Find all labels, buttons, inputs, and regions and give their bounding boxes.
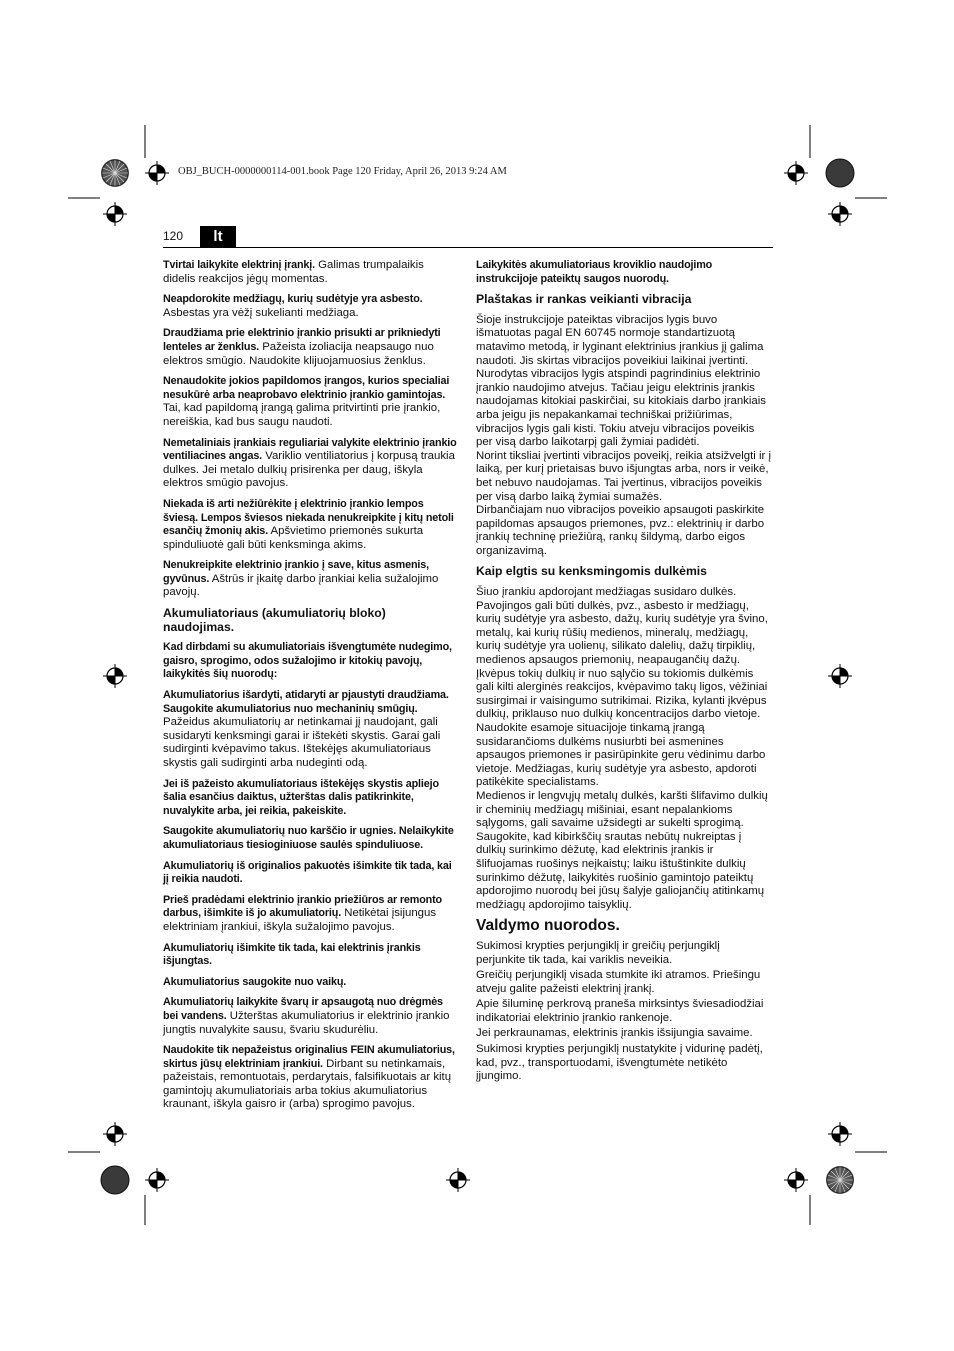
vibration-p0: Šioje instrukcijoje pateiktas vibracijos lygis buvo išmatuotas pagal EN 60745 normoje standartizuotą matavimo metodą, ir lyginant elektrinius įrankius jį galima naudoti. Jis skirtas vibracijos poveikiui laikinai įvertinti. — [476, 313, 764, 367]
para-l11: Saugokite akumuliatorių nuo karščio ir ugnies. Nelaikykite akumuliatoriaus tiesioginiuose saulės spinduliuose. — [163, 825, 454, 851]
vibration-heading: Plaštakas ir rankas veikianti vibracija — [476, 292, 692, 307]
page-number: 120 — [163, 229, 184, 243]
controls-p4: Sukimosi krypties perjungiklį nustatykite į vidurinę padėtį, kad, pvz., transportuodami, išvengtumėte netikėto įjungimo. — [476, 1043, 763, 1083]
dust-p0: Šiuo įrankiu apdorojant medžiagas susidaro dulkės. Pavojingos gali būti dulkės, pvz., asbesto ir medžiagų, kurių sudėtyje yra asbesto, dažų, kurių sudėtyje yra švino, metalų, kai kurių rūšių medienos, mineralų, medžiagų, kurių sudėtyje yra uolienų, silikato dalelių, dažų tirpiklių, medienos apsaugos priemonių, neapaugančių dažų. — [476, 586, 768, 667]
charger-note: Laikykitės akumuliatoriaus kroviklio naudojimo instrukcijoje pateiktų saugos nuorodų. — [476, 259, 713, 285]
para-l3: Nenaudokite jokios papildomos įrangos, kurios specialiai nesukūrė arba neaprobavo elektrinio įrankio gamintojas. Tai, kad papildomą įrangą galima pritvirtinti prie įrankio, nereiškia, kad bus saugu naudoti. — [163, 375, 450, 428]
controls-p0: Sukimosi krypties perjungiklį ir greičių perjungiklį perjunkite tik tada, kai variklis neveikia. — [476, 939, 720, 966]
vibration-p2: Norint tiksliai įvertinti vibracijos poveikį, reikia atsižvelgti ir į laiką, per kurį prietaisas buvo išjungtas arba, nors ir veikė, bet nebuvo naudojamas. Tai įvertinus, vibracijos poveikis per visą darbo laiką žymiai sumažės. — [476, 449, 771, 503]
para-l17: Naudokite tik nepažeistus originalius FEIN akumuliatorius, skirtus jūsų elektriniam įrankiui. Dirbant su netinkamais, pažeistais, remontuotais, perdarytais, falsifikuotais ar kitų gamintojų akumuliatoriais arba tokius akumuliatorius kraunant, iškyla gaisro ir (arba) sprogimo pavojus. — [163, 1044, 455, 1111]
battery-heading: Akumuliatoriaus (akumuliatorių bloko) naudojimas. — [163, 606, 386, 634]
vibration-p3: Dirbančiajam nuo vibracijos poveikio apsaugoti paskirkite papildomas apsaugos priemones, pvz.: elektrinių ir darbo įrankių techninę priežiūrą, rankų šildymą, darbo eigos organizavimą. — [476, 504, 765, 557]
para-l6: Nenukreipkite elektrinio įrankio į save, kitus asmenis, gyvūnus. Aštrūs ir įkaitę darbo įrankiai kelia sužalojimo pavojų. — [163, 559, 439, 599]
language-tab: lt — [200, 226, 236, 247]
para-l1: Neapdorokite medžiagų, kurių sudėtyje yra asbesto. Asbestas yra vėžį sukelianti medžiaga. — [163, 293, 423, 319]
controls-p2: Apie šiluminę perkrovą praneša mirksintys šviesadiodžiai indikatoriai elektrinio įrankio rankenoje. — [476, 998, 764, 1024]
right-column — [476, 259, 772, 1084]
para-l8: Kad dirbdami su akumuliatoriais išvengtumėte nudegimo, gaisro, sprogimo, odos sužalojimo ir kitokių pavojų, laikykitės šių nuorodų: — [163, 641, 452, 681]
para-l4: Nemetaliniais įrankiais reguliariai valykite elektrinio įrankio ventiliacines angas. Variklio ventiliatorius į korpusą traukia dulkes. Jei metalo dulkių prisirenka per daug, iškyla elektros smūgio pavojus. — [163, 436, 457, 490]
dust-heading: Kaip elgtis su kenksmingomis dulkėmis — [476, 564, 707, 579]
para-l13: Prieš pradėdami elektrinio įrankio priežiūros ar remonto darbus, išimkite iš jo akumuliatorių. Netikėtai įsijungus elektriniam įrankiui, iškyla sužalojimo pavojus. — [163, 893, 443, 933]
para-l12: Akumuliatorių iš originalios pakuotės išimkite tik tada, kai jį reikia naudoti. — [163, 859, 452, 886]
controls-heading: Valdymo nuorodos. — [476, 917, 620, 935]
para-l2: Draudžiama prie elektrinio įrankio prisukti ar prikniedyti lenteles ar ženklus. Pažeista izoliacija neapsaugo nuo elektros smūgio. Naudokite klijuojamuosius ženklus. — [163, 327, 441, 367]
file-info-line: OBJ_BUCH-0000000114-001.book Page 120 Friday, April 26, 2013 9:24 AM — [178, 166, 507, 177]
controls-p3: Jei perkraunamas, elektrinis įrankis išsijungia savaime. — [476, 1027, 753, 1040]
para-l16: Akumuliatorių laikykite švarų ir apsaugotą nuo drėgmės bei vandens. Užterštas akumuliatorius ir elektrinio įrankio jungtis nuvalykite sausu, švariu skudurėliu. — [163, 996, 450, 1036]
dust-p1: Įkvėpus tokių dulkių ir nuo sąlyčio su tokiomis dulkėmis gali kilti alerginės reakcijos, kvėpavimo takų ligos, vėžiniai susirgimai ir vaisingumo sutrikimai. Rizika, kylanti įkvėpus dulkių, priklauso nuo dulkių koncentracijos darbo vietoje. Naudokite esamoje situacijoje tinkamą įrangą susidarančioms dulkėms nusiurbti bei asmenines apsaugos priemones ir pasirūpinkite geru vėdinimu darbo vietoje. Medžiagas, kurių sudėtyje yra asbesto, apdoroti patikėkite specialistams. — [476, 667, 768, 789]
header-rule — [163, 247, 773, 248]
left-column — [163, 259, 459, 1119]
controls-p1: Greičių perjungiklį visada stumkite iki atramos. Priešingu atveju galite pažeisti elektrinį įrankį. — [476, 969, 761, 995]
para-l14: Akumuliatorių išimkite tik tada, kai elektrinis įrankis išjungtas. — [163, 941, 421, 968]
para-l10: Jei iš pažeisto akumuliatoriaus ištekėjęs skystis apliejo šalia esančius daiktus, užterštas dalis patikrinkite, nuvalykite arba, jei reikia, pakeiskite. — [163, 777, 439, 817]
vibration-p1: Nurodytas vibracijos lygis atspindi pagrindinius elektrinio įrankio naudojimo atvejus. Tačiau jeigu elektrinis įrankis naudojamas kitokiai paskirčiai, su kitokiais darbo įrankiais arba jeigu jis nepakankamai techniškai prižiūrimas, vibracijos lygis gali kisti. Tokiu atveju vibracijos poveikis per visą darbo laikotarpį gali žymiai padidėti. — [476, 368, 766, 449]
para-l0: Tvirtai laikykite elektrinį įrankį. Galimas trumpalaikis didelis reakcijos jėgų momentas. — [163, 259, 424, 285]
para-l9: Akumuliatorius išardyti, atidaryti ar pjaustyti draudžiama. Saugokite akumuliatorius nuo mechaninių smūgių. Pažeidus akumuliatorių ar netinkamai jį naudojant, gali susidaryti kenksmingi garai ir ištekėti skystis. Garai gali sudirginti kvėpavimo takus. Ištekėjęs akumuliatoriaus skystis gali sudirginti arba nudeginti odą. — [163, 689, 449, 769]
para-l5: Niekada iš arti nežiūrėkite į elektrinio įrankio lempos šviesą. Lempos šviesos niekada nenukreipkite į kitų netoli esančių žmonių akis. Apšvietimo priemonės sukurta spinduliuotė gali būti kenksminga akims. — [163, 497, 454, 551]
para-l15: Akumuliatorius saugokite nuo vaikų. — [163, 975, 347, 988]
dust-p2: Medienos ir lengvųjų metalų dulkės, karšti šlifavimo dulkių ir cheminių medžiagų mišiniai, esant nepalankioms sąlygoms, gali savaime užsidegti ar sukelti sprogimą. Saugokite, kad kibirkščių srautas nebūtų nukreiptas į dulkių surinkimo dėžutę, kad elektrinis įrankis ir šlifuojamas ruošinys neįkaistų; laiku ištuštinkite dulkių surinkimo dėžutę, laikykitės ruošinio gamintojo pateiktų apdorojimo nuorodų bei jūsų šalyje galiojančių atitinkamų medžiagų apdorojimo taisyklių. — [476, 789, 768, 911]
